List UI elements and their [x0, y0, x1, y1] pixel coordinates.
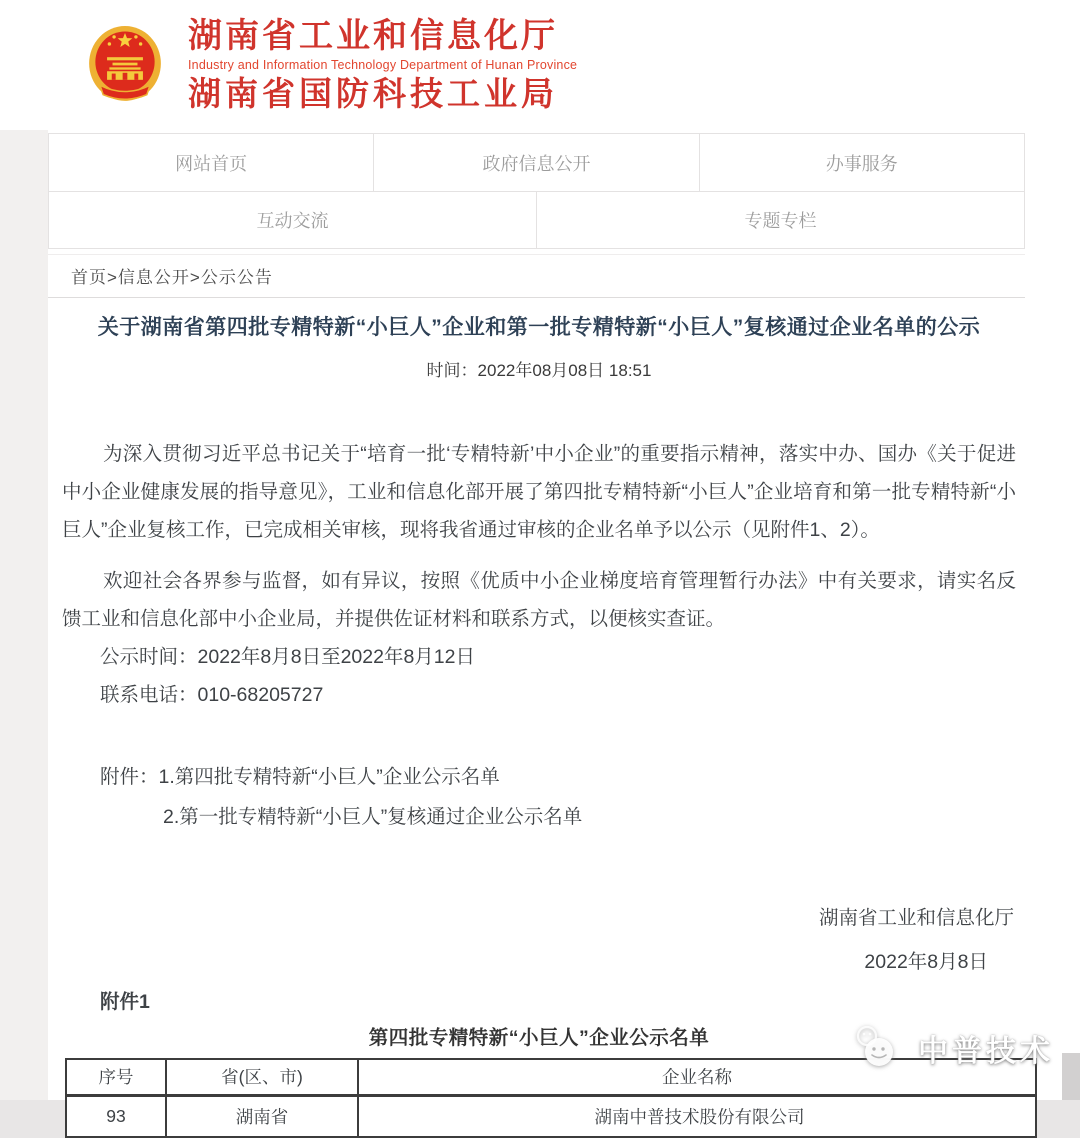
- page-title: 关于湖南省第四批专精特新“小巨人”企业和第一批专精特新“小巨人”复核通过企业名单的公示: [97, 316, 981, 339]
- cell-province: 湖南省: [166, 1095, 358, 1137]
- signature-org: 湖南省工业和信息化厅: [818, 907, 1014, 929]
- nav-item-services[interactable]: 办事服务: [699, 134, 1024, 191]
- appendix-label: 附件1: [100, 991, 150, 1013]
- col-header-index: 序号: [66, 1059, 166, 1095]
- org-names: [188, 18, 577, 113]
- nav-item-home[interactable]: 网站首页: [49, 134, 373, 191]
- company-roster-table: [65, 1058, 1037, 1138]
- contact-phone: 联系电话：010-68205727: [100, 684, 324, 706]
- nav-item-gov-info[interactable]: 政府信息公开: [373, 134, 698, 191]
- org-name-cn-1: 湖南省工业和信息化厅: [188, 16, 558, 55]
- table-title: 第四批专精特新“小巨人”企业公示名单: [368, 1027, 710, 1049]
- watermark-text: 中普技术: [918, 1035, 1054, 1068]
- nav-row-1: [49, 134, 1024, 191]
- col-header-province: 省(区、市): [166, 1059, 358, 1095]
- col-header-company: 企业名称: [358, 1059, 1036, 1095]
- announcement-article: [62, 311, 1016, 1138]
- paragraph-2: 欢迎社会各界参与监督，如有异议，按照《优质中小企业梯度培育管理暂行办法》中有关要求，请实名反馈工业和信息化部中小企业局，并提供佐证材料和联系方式，以便核实查证。: [62, 570, 1016, 630]
- site-header-logo[interactable]: [0, 0, 1080, 130]
- china-national-emblem-icon: [86, 24, 164, 106]
- nav-item-special-columns[interactable]: 专题专栏: [536, 192, 1024, 248]
- cell-company: 湖南中普技术股份有限公司: [358, 1095, 1036, 1137]
- table-row: [66, 1095, 1036, 1137]
- signature-date: 2022年8月8日: [864, 951, 988, 973]
- nav-row-2: [49, 191, 1024, 248]
- notice-period: 公示时间：2022年8月8日至2022年8月12日: [100, 646, 475, 668]
- breadcrumb[interactable]: 首页>信息公开>公示公告: [48, 254, 1025, 298]
- cell-index: 93: [66, 1095, 166, 1137]
- main-nav: [48, 133, 1025, 249]
- page-edge-notch: [1062, 1053, 1080, 1100]
- org-name-en: Industry and Information Technology Department of Hunan Province: [188, 58, 578, 73]
- attachment-link-1: 附件：1.第四批专精特新“小巨人”企业公示名单: [100, 766, 500, 788]
- publish-time: 时间：2022年08月08日 18:51: [426, 361, 652, 380]
- org-name-cn-2: 湖南省国防科技工业局: [188, 75, 558, 113]
- paragraph-1: 为深入贯彻习近平总书记关于“培育一批‘专精特新’中小企业”的重要指示精神，落实中办、国办《关于促进中小企业健康发展的指导意见》，工业和信息化部开展了第四批专精特新“小巨人”企业培育和第一批专精特新“小巨人”企业复核工作，已完成相关审核，现将我省通过审核的企业名单予以公示（见附件1、2）。: [62, 443, 1016, 541]
- nav-item-interaction[interactable]: 互动交流: [49, 192, 536, 248]
- content-area: [48, 130, 1080, 1127]
- table-header-row: [66, 1059, 1036, 1095]
- attachment-link-2: 2.第一批专精特新“小巨人”复核通过企业公示名单: [163, 806, 583, 828]
